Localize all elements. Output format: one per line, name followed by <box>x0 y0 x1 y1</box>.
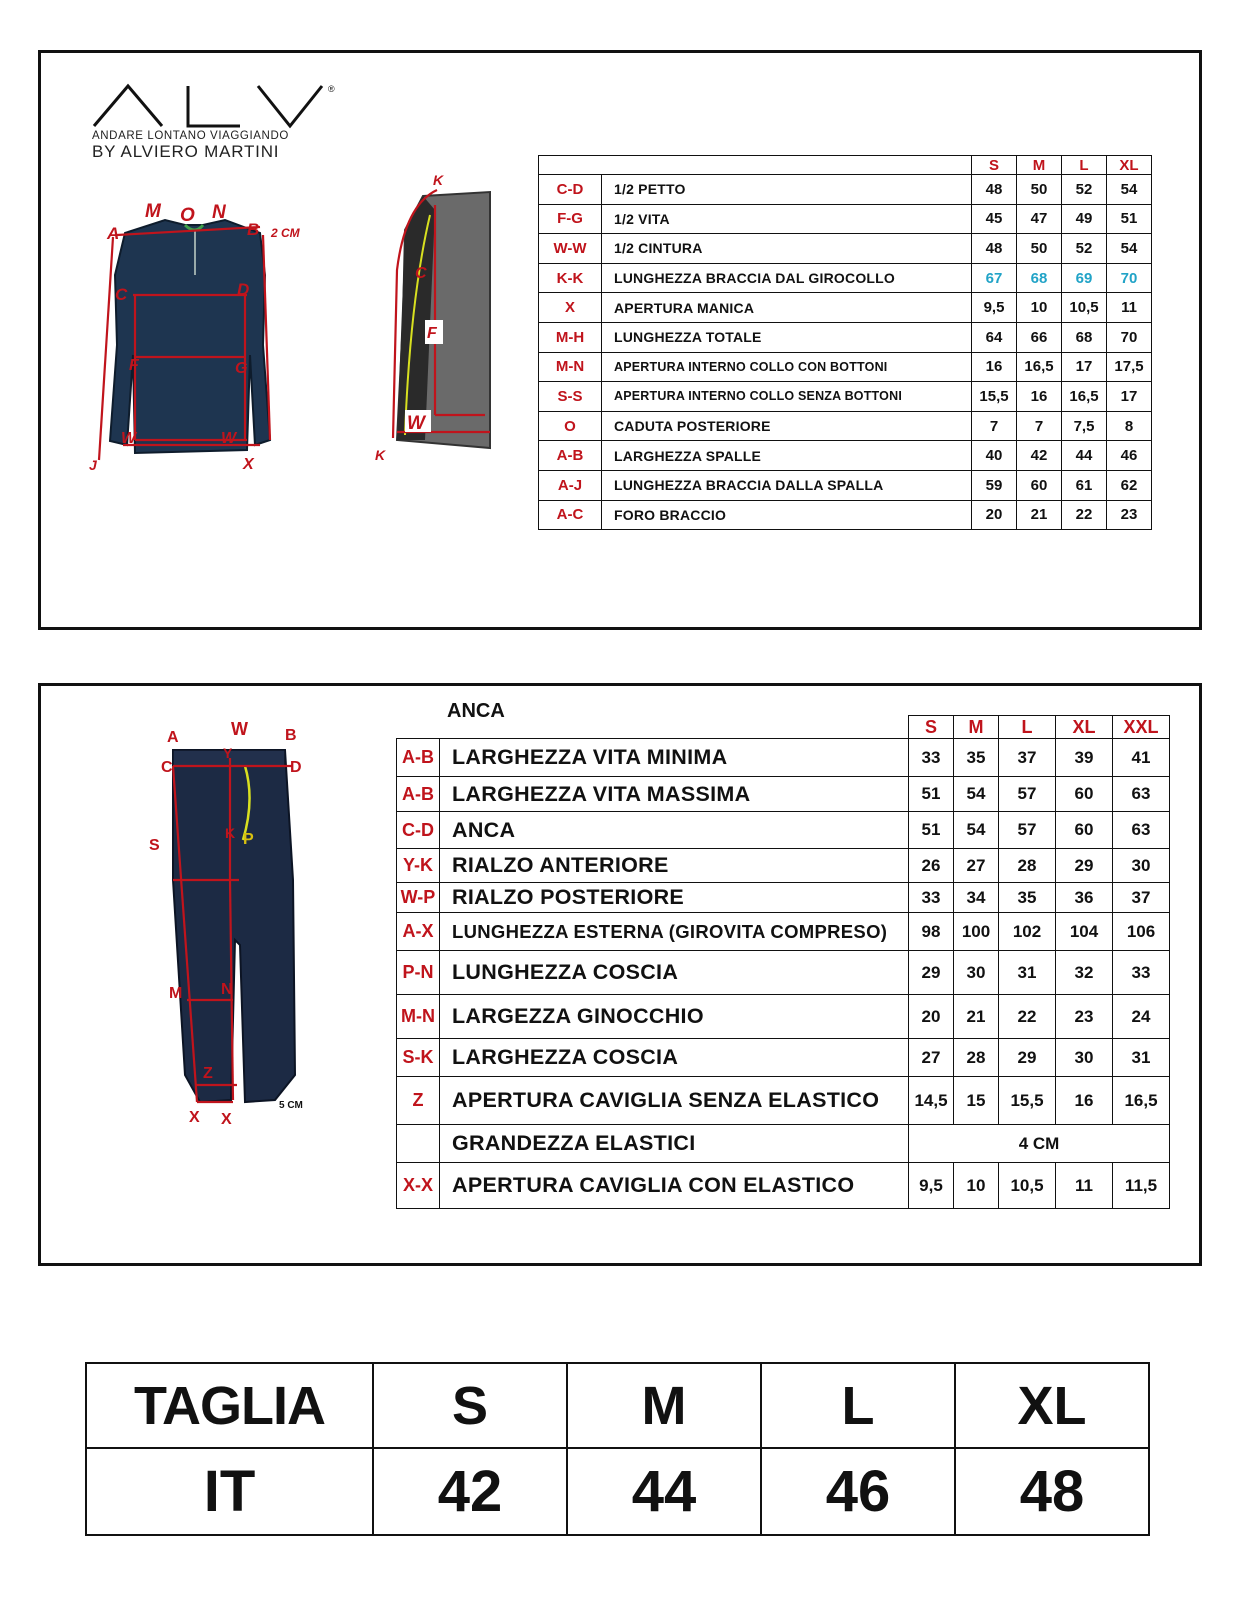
measure-label: LUNGHEZZA ESTERNA (GIROVITA COMPRESO) <box>440 913 909 951</box>
measure-code: C-D <box>539 175 602 205</box>
measure-label: GRANDEZZA ELASTICI <box>440 1125 909 1163</box>
pants-label-x1: X <box>189 1109 200 1126</box>
measure-value: 100 <box>954 913 999 951</box>
it-size-value: 44 <box>567 1448 761 1535</box>
side-label-k1: K <box>433 172 444 188</box>
measure-value: 50 <box>1017 234 1062 264</box>
measure-code: W-W <box>539 234 602 264</box>
pants-drawing <box>145 719 320 1145</box>
size-conversion-table <box>85 1362 1150 1536</box>
size-header: L <box>1062 156 1107 175</box>
fig-label-w1: W <box>121 430 137 447</box>
fig-label-2cm: 2 CM <box>271 226 300 240</box>
pants-label-b: B <box>285 727 297 744</box>
measure-value: 15,5 <box>999 1077 1056 1125</box>
taglia-label: TAGLIA <box>86 1363 373 1448</box>
fig-label-x: X <box>243 456 254 473</box>
measure-value: 57 <box>999 812 1056 849</box>
size-letter: M <box>567 1363 761 1448</box>
measure-value: 17,5 <box>1107 352 1152 382</box>
measure-value: 23 <box>1107 500 1152 530</box>
measure-value: 11 <box>1107 293 1152 323</box>
table-row <box>539 352 1152 382</box>
side-label-f: F <box>427 325 437 342</box>
measure-code: F-G <box>539 204 602 234</box>
measure-code: S-S <box>539 382 602 412</box>
measure-value: 22 <box>999 995 1056 1039</box>
pants-measurements-table <box>396 715 1170 1209</box>
fig-label-n: N <box>212 202 226 223</box>
fig-label-m: M <box>145 201 161 222</box>
fig-label-j: J <box>89 457 97 473</box>
pants-label-m: M <box>169 985 183 1002</box>
size-header: L <box>999 716 1056 739</box>
measure-value: 21 <box>1017 500 1062 530</box>
measure-value: 15,5 <box>972 382 1017 412</box>
table-row <box>539 411 1152 441</box>
measure-value: 11 <box>1056 1163 1113 1209</box>
measure-value: 34 <box>954 883 999 913</box>
table-row <box>397 995 1170 1039</box>
table-row <box>539 204 1152 234</box>
table-row <box>397 777 1170 812</box>
table-row-elastic <box>397 1125 1170 1163</box>
side-label-w: W <box>407 413 425 434</box>
registered-mark: ® <box>328 84 335 94</box>
table-row <box>397 812 1170 849</box>
measure-value: 60 <box>1017 470 1062 500</box>
pants-label-c: C <box>161 759 173 776</box>
it-size-row <box>86 1448 1149 1535</box>
measure-label: FORO BRACCIO <box>602 500 972 530</box>
measure-code: P-N <box>397 951 440 995</box>
measure-value: 33 <box>909 883 954 913</box>
measure-code: A-J <box>539 470 602 500</box>
measure-value: 63 <box>1113 777 1170 812</box>
measure-value: 48 <box>972 175 1017 205</box>
measure-value: 21 <box>954 995 999 1039</box>
measure-label: ANCA <box>440 812 909 849</box>
pants-label-s: S <box>149 837 160 854</box>
table-row <box>539 293 1152 323</box>
measure-value: 15 <box>954 1077 999 1125</box>
measure-value: 11,5 <box>1113 1163 1170 1209</box>
table-row <box>539 322 1152 352</box>
measure-code: A-B <box>397 739 440 777</box>
measure-label: RIALZO ANTERIORE <box>440 849 909 883</box>
measure-value: 70 <box>1107 322 1152 352</box>
measure-value: 8 <box>1107 411 1152 441</box>
measure-value: 54 <box>954 812 999 849</box>
measure-code: Z <box>397 1077 440 1125</box>
pants-label-p: P <box>243 831 254 848</box>
fig-label-b: B <box>247 220 260 239</box>
measure-value: 14,5 <box>909 1077 954 1125</box>
measure-value: 20 <box>972 500 1017 530</box>
measure-label: LARGHEZZA VITA MINIMA <box>440 739 909 777</box>
measure-code: O <box>539 411 602 441</box>
table-row <box>397 883 1170 913</box>
measure-value: 98 <box>909 913 954 951</box>
measure-label: LARGHEZZA COSCIA <box>440 1039 909 1077</box>
measure-value: 54 <box>1107 175 1152 205</box>
measure-value: 45 <box>972 204 1017 234</box>
measure-label: LUNGHEZZA COSCIA <box>440 951 909 995</box>
measure-value: 27 <box>909 1039 954 1077</box>
it-label: IT <box>86 1448 373 1535</box>
measure-value: 32 <box>1056 951 1113 995</box>
measure-value: 30 <box>954 951 999 995</box>
measure-value: 50 <box>1017 175 1062 205</box>
measure-value: 7 <box>972 411 1017 441</box>
section-title-anca: ANCA <box>447 700 505 722</box>
shirt-front-drawing <box>85 195 315 485</box>
measure-value: 70 <box>1107 263 1152 293</box>
measure-value: 36 <box>1056 883 1113 913</box>
measure-label: LARGHEZZA VITA MASSIMA <box>440 777 909 812</box>
measure-value: 106 <box>1113 913 1170 951</box>
size-header: S <box>909 716 954 739</box>
measure-label: LARGHEZZA SPALLE <box>602 441 972 471</box>
measure-value: 16,5 <box>1062 382 1107 412</box>
shirt-table-header <box>539 156 1152 175</box>
fig-label-g: G <box>235 360 248 377</box>
measure-value: 68 <box>1017 263 1062 293</box>
measure-value: 39 <box>1056 739 1113 777</box>
fig-label-o: O <box>180 205 195 226</box>
measure-code: C-D <box>397 812 440 849</box>
measure-value: 51 <box>909 812 954 849</box>
measure-label: APERTURA INTERNO COLLO SENZA BOTTONI <box>602 382 972 412</box>
measure-value: 28 <box>954 1039 999 1077</box>
measure-value: 10 <box>954 1163 999 1209</box>
table-row <box>397 1077 1170 1125</box>
measure-label: RIALZO POSTERIORE <box>440 883 909 913</box>
size-header: XL <box>1056 716 1113 739</box>
measure-value: 47 <box>1017 204 1062 234</box>
it-size-value: 42 <box>373 1448 567 1535</box>
measure-value: 69 <box>1062 263 1107 293</box>
measure-value: 10 <box>1017 293 1062 323</box>
pants-label-w: W <box>231 719 248 739</box>
measure-value: 67 <box>972 263 1017 293</box>
measure-value: 42 <box>1017 441 1062 471</box>
measure-value: 16 <box>972 352 1017 382</box>
pants-label-5cm: 5 CM <box>279 1100 303 1111</box>
pants-label-d: D <box>290 759 302 776</box>
measure-code: M-N <box>397 995 440 1039</box>
pants-table-header <box>397 716 1170 739</box>
measure-code: W-P <box>397 883 440 913</box>
measure-code: A-B <box>397 777 440 812</box>
measure-code: A-B <box>539 441 602 471</box>
measure-code: X <box>539 293 602 323</box>
size-row <box>86 1363 1149 1448</box>
measure-value: 31 <box>999 951 1056 995</box>
table-row <box>539 175 1152 205</box>
measure-label: LUNGHEZZA TOTALE <box>602 322 972 352</box>
measure-value: 104 <box>1056 913 1113 951</box>
brand-logo <box>92 82 352 162</box>
measure-value: 52 <box>1062 175 1107 205</box>
measure-label: LARGEZZA GINOCCHIO <box>440 995 909 1039</box>
measure-value: 22 <box>1062 500 1107 530</box>
measure-value: 48 <box>972 234 1017 264</box>
measure-value: 60 <box>1056 812 1113 849</box>
measure-value: 64 <box>972 322 1017 352</box>
measure-value: 35 <box>954 739 999 777</box>
pants-label-k: K <box>225 825 236 841</box>
measure-value: 30 <box>1056 1039 1113 1077</box>
size-letter: L <box>761 1363 955 1448</box>
fig-label-w2: W <box>221 430 237 447</box>
measure-label: 1/2 CINTURA <box>602 234 972 264</box>
size-letter: XL <box>955 1363 1149 1448</box>
measure-value: 9,5 <box>972 293 1017 323</box>
measure-value: 61 <box>1062 470 1107 500</box>
measure-code: X-X <box>397 1163 440 1209</box>
measure-code: Y-K <box>397 849 440 883</box>
pants-label-n: N <box>221 981 233 998</box>
measure-value: 20 <box>909 995 954 1039</box>
measure-value: 51 <box>909 777 954 812</box>
measure-value: 49 <box>1062 204 1107 234</box>
measure-value: 54 <box>954 777 999 812</box>
measure-value: 17 <box>1062 352 1107 382</box>
measure-value: 44 <box>1062 441 1107 471</box>
measure-value: 7,5 <box>1062 411 1107 441</box>
table-row <box>539 263 1152 293</box>
measure-value: 37 <box>999 739 1056 777</box>
measure-value: 10,5 <box>999 1163 1056 1209</box>
measure-value: 10,5 <box>1062 293 1107 323</box>
it-size-value: 46 <box>761 1448 955 1535</box>
table-row <box>397 913 1170 951</box>
measure-value: 66 <box>1017 322 1062 352</box>
measure-value: 62 <box>1107 470 1152 500</box>
measure-value: 37 <box>1113 883 1170 913</box>
measure-value: 46 <box>1107 441 1152 471</box>
pants-label-y: Y <box>223 745 233 761</box>
measure-value: 24 <box>1113 995 1170 1039</box>
measure-value: 29 <box>1056 849 1113 883</box>
size-header: XL <box>1107 156 1152 175</box>
measure-code: M-H <box>539 322 602 352</box>
table-row <box>397 1163 1170 1209</box>
table-row <box>397 849 1170 883</box>
measure-value: 7 <box>1017 411 1062 441</box>
measure-label: 1/2 PETTO <box>602 175 972 205</box>
measure-label: APERTURA INTERNO COLLO CON BOTTONI <box>602 352 972 382</box>
measure-label: APERTURA MANICA <box>602 293 972 323</box>
size-letter: S <box>373 1363 567 1448</box>
table-row <box>539 234 1152 264</box>
measure-value: 30 <box>1113 849 1170 883</box>
pants-label-z: Z <box>203 1065 213 1082</box>
measure-value: 41 <box>1113 739 1170 777</box>
logo-text: ALV <box>92 82 94 83</box>
measure-value: 27 <box>954 849 999 883</box>
measure-value: 52 <box>1062 234 1107 264</box>
measure-value: 28 <box>999 849 1056 883</box>
brand-tagline: ANDARE LONTANO VIAGGIANDO <box>92 130 289 142</box>
measure-value: 40 <box>972 441 1017 471</box>
measure-code: A-X <box>397 913 440 951</box>
measure-label: APERTURA CAVIGLIA CON ELASTICO <box>440 1163 909 1209</box>
measure-code: M-N <box>539 352 602 382</box>
table-row <box>539 470 1152 500</box>
table-row <box>539 441 1152 471</box>
measure-code <box>397 1125 440 1163</box>
measure-label: 1/2 VITA <box>602 204 972 234</box>
table-row <box>539 382 1152 412</box>
fig-label-a: A <box>107 224 120 243</box>
measure-value: 16,5 <box>1113 1077 1170 1125</box>
measure-label: LUNGHEZZA BRACCIA DAL GIROCOLLO <box>602 263 972 293</box>
shirt-side-drawing <box>375 170 495 470</box>
measure-value: 29 <box>909 951 954 995</box>
measure-value: 9,5 <box>909 1163 954 1209</box>
measure-value: 16 <box>1056 1077 1113 1125</box>
measure-code: K-K <box>539 263 602 293</box>
alv-logo-mark <box>92 82 332 128</box>
measure-value: 26 <box>909 849 954 883</box>
measure-value: 59 <box>972 470 1017 500</box>
fig-label-c: C <box>115 285 128 304</box>
measure-value: 35 <box>999 883 1056 913</box>
shirt-measurements-table <box>538 155 1152 530</box>
side-label-c: C <box>415 265 427 282</box>
size-header: M <box>1017 156 1062 175</box>
table-row <box>397 951 1170 995</box>
measure-value: 16,5 <box>1017 352 1062 382</box>
measure-value: 16 <box>1017 382 1062 412</box>
measure-value: 33 <box>1113 951 1170 995</box>
measure-label: CADUTA POSTERIORE <box>602 411 972 441</box>
brand-byline: BY ALVIERO MARTINI <box>92 142 280 161</box>
measure-value: 68 <box>1062 322 1107 352</box>
table-row <box>397 1039 1170 1077</box>
fig-label-f: F <box>129 357 139 374</box>
measure-value: 23 <box>1056 995 1113 1039</box>
measure-value: 63 <box>1113 812 1170 849</box>
measure-value: 60 <box>1056 777 1113 812</box>
measure-value: 17 <box>1107 382 1152 412</box>
measure-value: 33 <box>909 739 954 777</box>
size-header: M <box>954 716 999 739</box>
it-size-value: 48 <box>955 1448 1149 1535</box>
measure-code: S-K <box>397 1039 440 1077</box>
table-row <box>397 739 1170 777</box>
table-row <box>539 500 1152 530</box>
measure-label: LUNGHEZZA BRACCIA DALLA SPALLA <box>602 470 972 500</box>
measure-value: 29 <box>999 1039 1056 1077</box>
pants-label-a: A <box>167 729 179 746</box>
size-header: S <box>972 156 1017 175</box>
measure-label: APERTURA CAVIGLIA SENZA ELASTICO <box>440 1077 909 1125</box>
measure-value: 31 <box>1113 1039 1170 1077</box>
fig-label-d: D <box>237 280 250 299</box>
measure-value: 51 <box>1107 204 1152 234</box>
side-label-k2: K <box>375 447 386 463</box>
measure-value: 57 <box>999 777 1056 812</box>
measure-value: 54 <box>1107 234 1152 264</box>
size-header: XXL <box>1113 716 1170 739</box>
measure-code: A-C <box>539 500 602 530</box>
measure-value: 102 <box>999 913 1056 951</box>
pants-label-x2: X <box>221 1111 232 1128</box>
elastic-size-value: 4 CM <box>909 1125 1170 1163</box>
